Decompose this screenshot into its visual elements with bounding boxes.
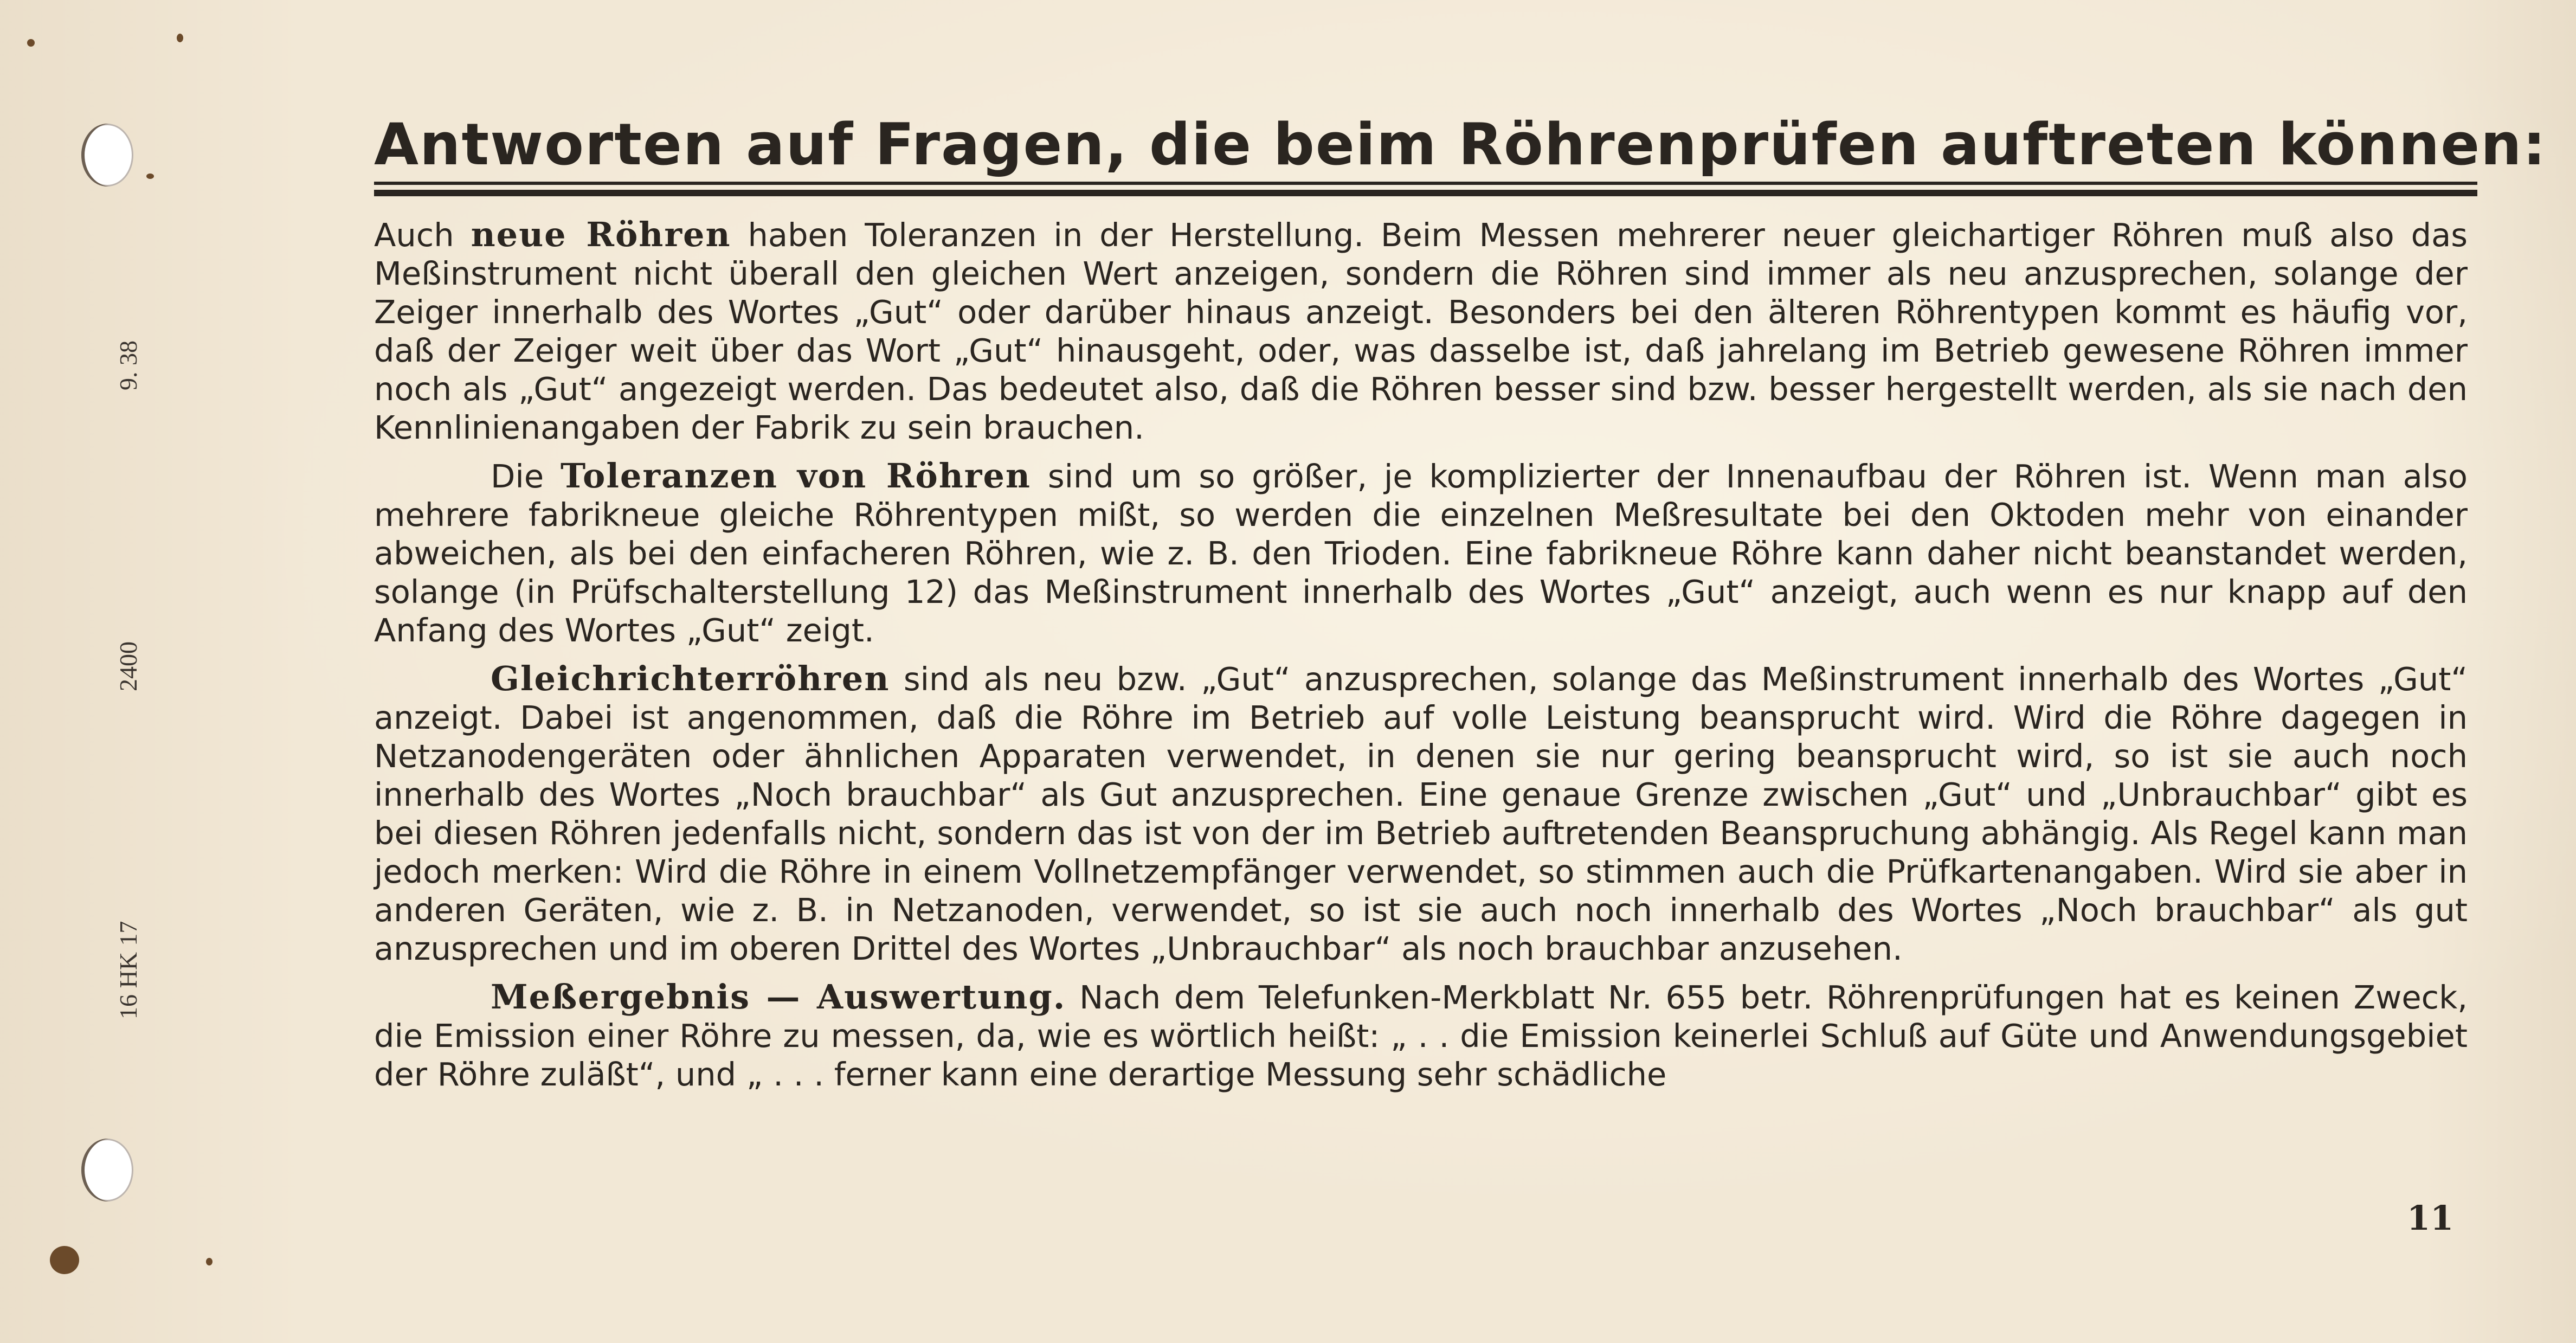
page-title: Antworten auf Fragen, die beim Röhrenprüfen auftreten können: — [374, 111, 2547, 178]
rust-stain — [50, 1246, 79, 1274]
document-body — [374, 215, 2468, 1103]
paragraph-messergebnis: Meßergebnis — Auswertung. Nach dem Telefunken-Merkblatt Nr. 655 betr. Röhrenprüfungen hat es keinen Zweck, die Emission einer Röhre zu messen, da, wie es wörtlich heißt: „ . . die Emission keinerlei Schluß auf Güte und Anwendungsgebiet der Röhre zuläßt“, und „ . . . ferner kann eine derartige Messung sehr schädliche — [374, 977, 2468, 1093]
ink-spot — [146, 174, 154, 179]
ink-spot — [27, 39, 35, 47]
ink-spot — [206, 1258, 212, 1265]
page-number: 11 — [2407, 1198, 2454, 1238]
print-code-label: 16 HK 17 — [114, 921, 142, 1019]
paragraph-gleichrichterroehren: Gleichrichterröhren sind als neu bzw. „Gut“ anzusprechen, solange das Meßinstrument innerhalb des Wortes „Gut“ anzeigt. Dabei ist angenommen, daß die Röhre im Betrieb auf volle Leistung beansprucht wird. Wird die Röhre dagegen in Netzanodengeräten oder ähnlichen Apparaten verwendet, in denen sie nur gering beansprucht wird, so ist sie auch noch innerhalb des Wortes „Noch brauchbar“ als Gut anzusprechen. Eine genaue Grenze zwischen „Gut“ und „Unbrauchbar“ gibt es bei diesen Röhren jedenfalls nicht, sondern das ist von der im Betrieb auftretenden Beanspruchung abhängig. Als Regel kann man jedoch merken: Wird die Röhre in einem Vollnetzempfänger verwendet, so stimmen auch die Prüfkartenangaben. Wird sie aber in anderen Geräten, wie z. B. in Netzanoden, verwendet, so ist sie auch noch innerhalb des Wortes „Noch brauchbar“ als gut anzusprechen und im oberen Drittel des Wortes „Unbrauchbar“ als noch brauchbar anzusehen. — [374, 659, 2468, 967]
print-date-label: 9. 38 — [114, 340, 142, 390]
bold-term: Gleichrichterröhren — [491, 659, 890, 698]
bold-term: Meßergebnis — Auswertung. — [491, 977, 1066, 1017]
bold-term: neue Röhren — [471, 215, 731, 254]
title-underline-upper — [374, 182, 2477, 185]
punch-hole-bottom — [81, 1139, 133, 1201]
bold-term: Toleranzen von Röhren — [560, 456, 1031, 496]
paragraph-neue-roehren: Auch neue Röhren haben Toleranzen in der Herstellung. Beim Messen mehrerer neuer gleichartiger Röhren muß also das Meßinstrument nicht überall den gleichen Wert anzeigen, sondern die Röhren sind immer als neu anzusprechen, solange der Zeiger innerhalb des Wortes „Gut“ oder darüber hinaus anzeigt. Besonders bei den älteren Röhrentypen kommt es häufig vor, daß der Zeiger weit über das Wort „Gut“ hinausgeht, oder, was dasselbe ist, daß jahrelang im Betrieb gewesene Röhren immer noch als „Gut“ angezeigt werden. Das bedeutet also, daß die Röhren besser sind bzw. besser hergestellt werden, als sie nach den Kennlinienangaben der Fabrik zu sein brauchen. — [374, 215, 2468, 446]
ink-spot — [177, 34, 183, 42]
paragraph-toleranzen: Die Toleranzen von Röhren sind um so größer, je komplizierter der Innenaufbau der Röhren ist. Wenn man also mehrere fabrikneue gleiche Röhrentypen mißt, so werden die einzelnen Meßresultate bei den Oktoden mehr von einander abweichen, als bei den einfacheren Röhren, wie z. B. den Trioden. Eine fabrikneue Röhre kann daher nicht beanstandet werden, solange (in Prüfschalterstellung 12) das Meßinstrument innerhalb des Wortes „Gut“ anzeigt, auch wenn es nur knapp auf den Anfang des Wortes „Gut“ zeigt. — [374, 456, 2468, 649]
print-run-label: 2400 — [114, 641, 142, 691]
title-underline-lower — [374, 190, 2477, 196]
punch-hole-top — [81, 124, 133, 187]
